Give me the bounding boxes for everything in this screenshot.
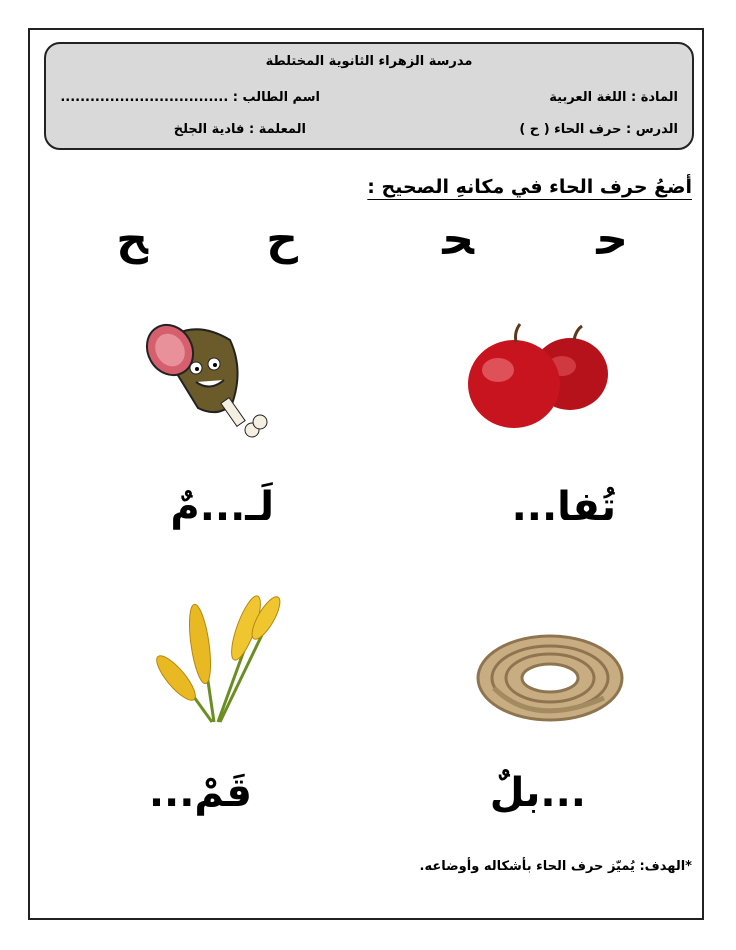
header-box — [44, 42, 694, 150]
page-frame — [28, 28, 704, 920]
word-meat: لَـ...مٌ — [170, 484, 274, 530]
instruction-title: أضعُ حرف الحاء في مكانهِ الصحيح : — [367, 176, 692, 198]
meat-drumstick-icon — [140, 316, 280, 446]
word-apple: تُفا... — [511, 484, 616, 530]
word-wheat: قَمْ... — [148, 770, 252, 816]
rope-icon — [474, 622, 626, 732]
teacher-label: المعلمة : فادية الجلخ — [173, 122, 306, 137]
letter-initial: ﺣ — [596, 214, 628, 265]
letter-isolated: ح — [266, 214, 298, 265]
school-name: مدرسة الزهراء الثانوية المختلطة — [265, 54, 473, 69]
letter-final: ﺢ — [116, 214, 148, 265]
word-rope: ...بلٌ — [489, 770, 586, 816]
subject-label: المادة : اللغة العربية — [549, 90, 678, 105]
student-name-field: اسم الطالب : .................................. — [60, 90, 320, 105]
learning-goal: *الهدف: يُميّز حرف الحاء بأشكاله وأوضاعه. — [419, 859, 692, 874]
wheat-icon — [154, 594, 284, 726]
lesson-label: الدرس : حرف الحاء ( ح ) — [519, 122, 678, 137]
letter-medial: ﺤ — [442, 214, 474, 265]
apple-icon — [462, 322, 612, 434]
